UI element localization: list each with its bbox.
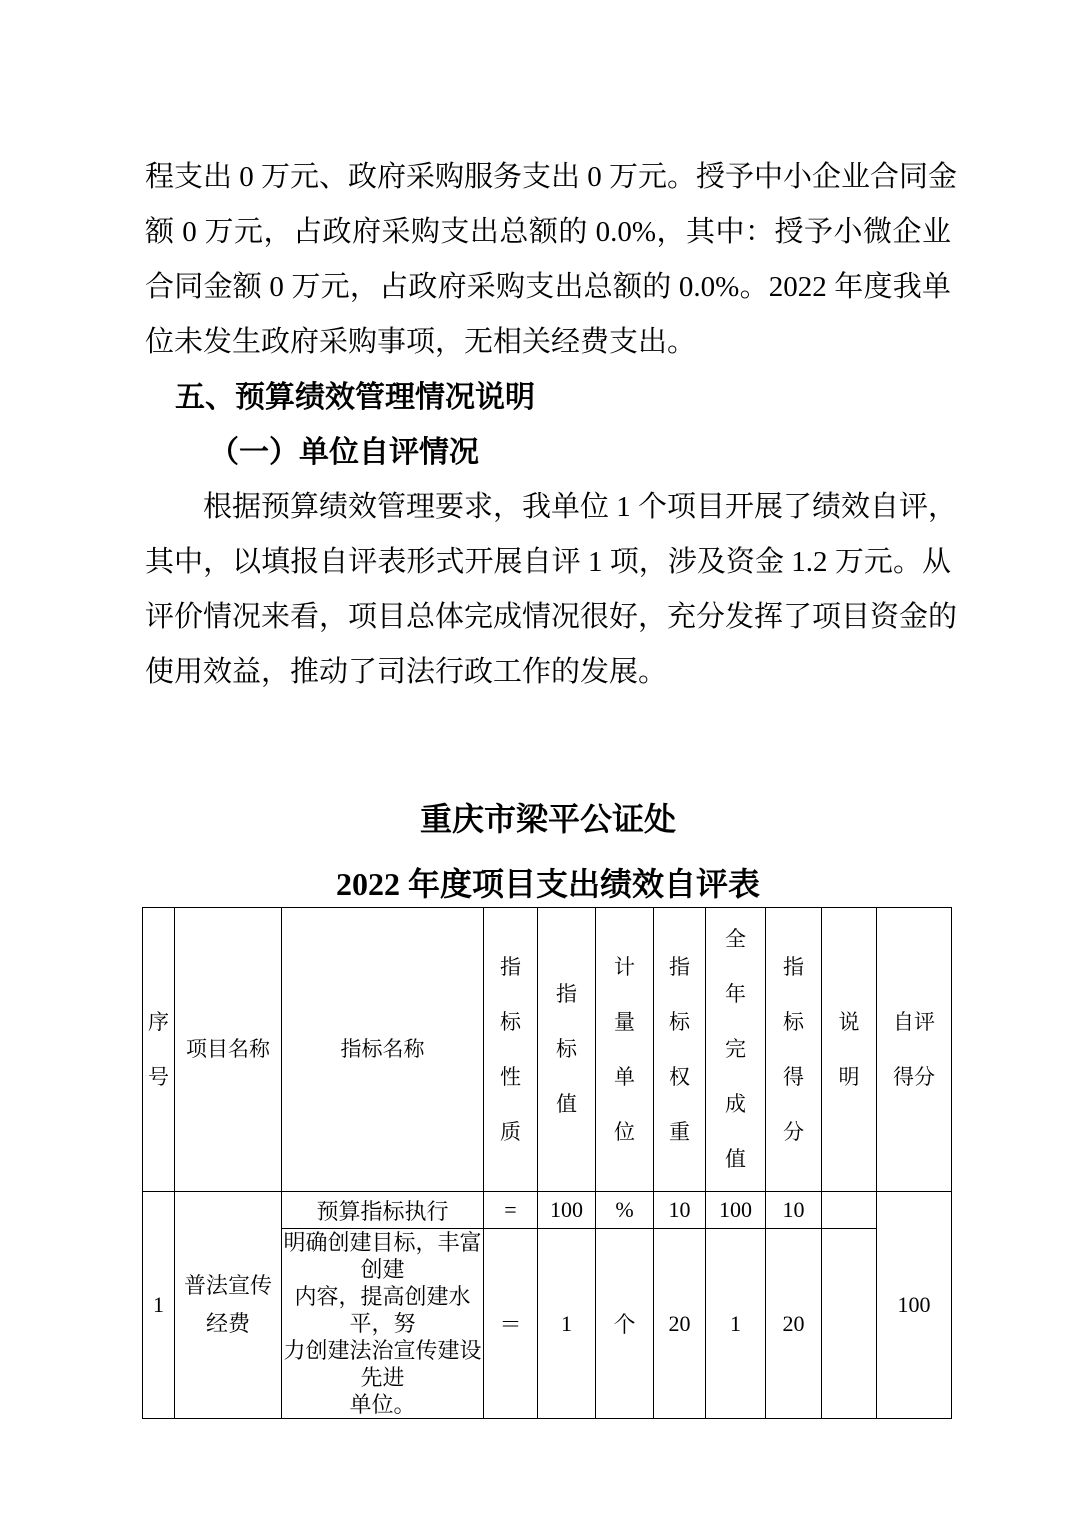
table-title-report-name: 2022 年度项目支出绩效自评表 xyxy=(335,866,760,902)
cell-indicator-name-1: 预算指标执行 xyxy=(282,1192,484,1229)
cell-unit-2: 个 xyxy=(596,1229,654,1419)
cell-self-score: 100 xyxy=(877,1192,952,1419)
cell-note-2 xyxy=(822,1229,877,1419)
column-header-indicator-score: 指 标 得 分 xyxy=(766,908,822,1192)
cell-project-name: 普法宣传 经费 xyxy=(175,1192,282,1419)
table-title-organization: 重庆市梁平公证处 xyxy=(419,801,676,837)
column-header-measure-unit: 计 量 单 位 xyxy=(596,908,654,1192)
cell-score-1: 10 xyxy=(766,1192,822,1229)
cell-weight-1: 10 xyxy=(654,1192,706,1229)
column-header-project-name: 项目名称 xyxy=(175,908,282,1192)
paragraph-procurement: 程支出 0 万元、政府采购服务支出 0 万元。授予中小企业合同金 额 0 万元，占政府采购支出总额的 0.0%，其中：授予小微企业 合同金额 0 万元，占政府采购支出总额的 0.0%。2022 年度我单 位未发生政府采购事项，无相关经费支出。 xyxy=(145,161,958,358)
column-header-indicator-value: 指 标 值 xyxy=(538,908,596,1192)
column-header-note: 说 明 xyxy=(822,908,877,1192)
column-header-seq: 序 号 xyxy=(143,908,175,1192)
cell-value-1: 100 xyxy=(538,1192,596,1229)
self-evaluation-table xyxy=(142,907,952,1419)
cell-unit-1: % xyxy=(596,1192,654,1229)
column-header-indicator-weight: 指 标 权 重 xyxy=(654,908,706,1192)
heading-subsection-1: （一）单位自评情况 xyxy=(209,436,479,469)
column-header-self-score: 自评 得分 xyxy=(877,908,952,1192)
cell-seq: 1 xyxy=(143,1192,175,1419)
cell-value-2: 1 xyxy=(538,1229,596,1419)
column-header-indicator-nature: 指 标 性 质 xyxy=(484,908,538,1192)
cell-completion-1: 100 xyxy=(706,1192,766,1229)
cell-indicator-name-2: 明确创建目标，丰富创建 内容，提高创建水平，努 力创建法治宣传建设先进 单位。 xyxy=(283,1230,482,1417)
column-header-indicator-name: 指标名称 xyxy=(282,908,484,1192)
cell-score-2: 20 xyxy=(766,1229,822,1419)
heading-section-5: 五、预算绩效管理情况说明 xyxy=(175,381,535,414)
cell-nature-2: ＝ xyxy=(484,1229,538,1419)
paragraph-self-evaluation: 根据预算绩效管理要求，我单位 1 个项目开展了绩效自评， 其中，以填报自评表形式开展自评 1 项，涉及资金 1.2 万元。从 评价情况来看，项目总体完成情况很好，充分发挥了项目资金的 使用效益，推动了司法行政工作的发展。 xyxy=(145,491,958,688)
cell-note-1 xyxy=(822,1192,877,1229)
table-row-indicator-1 xyxy=(143,1192,952,1229)
table-header-row xyxy=(143,908,952,1192)
column-header-annual-completion: 全 年 完 成 值 xyxy=(706,908,766,1192)
cell-weight-2: 20 xyxy=(654,1229,706,1419)
cell-completion-2: 1 xyxy=(706,1229,766,1419)
cell-nature-1: = xyxy=(484,1192,538,1229)
